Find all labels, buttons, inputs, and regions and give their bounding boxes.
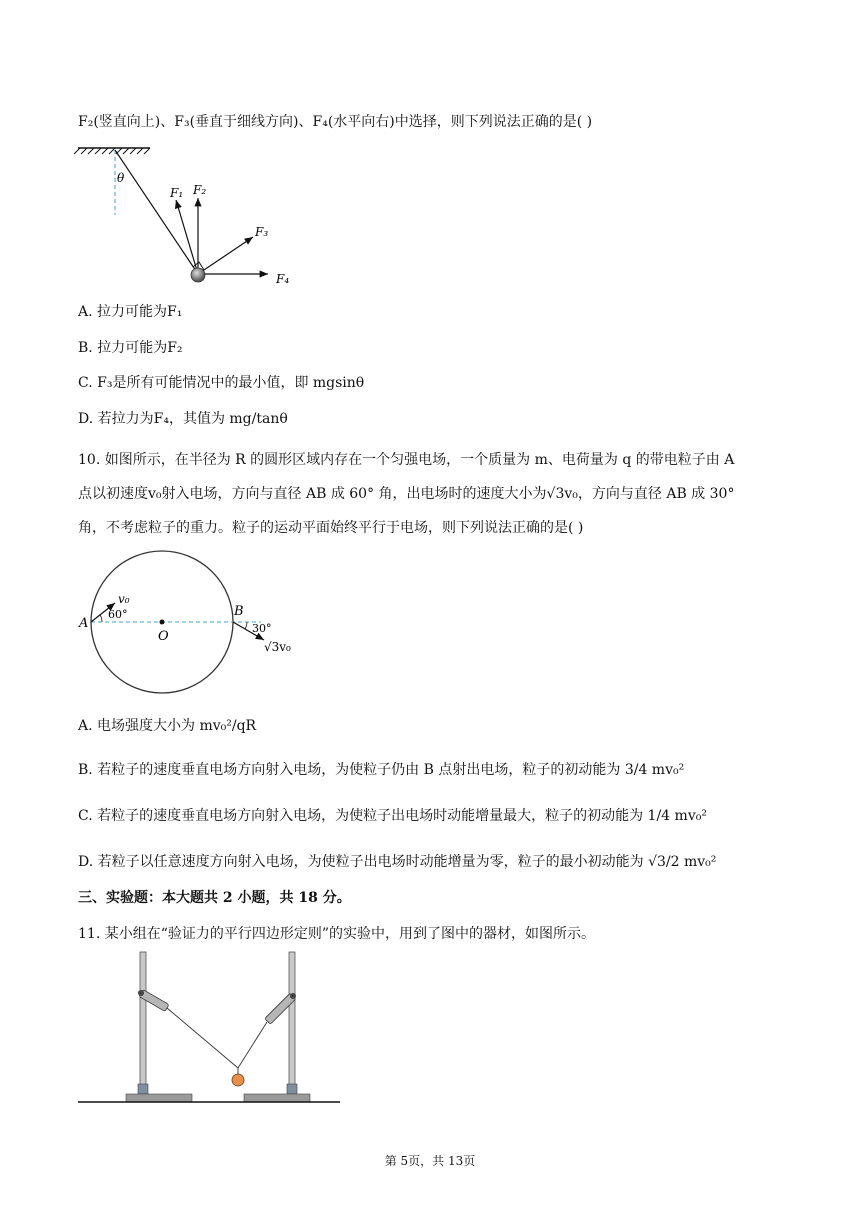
f3-label: F₃ (255, 225, 269, 239)
q11-apparatus-figure (78, 948, 348, 1108)
q9-option-b: B. 拉力可能为F₂ (78, 340, 183, 356)
q9-intro: F₂(竖直向上)、F₃(垂直于细线方向)、F₄(水平向右)中选择，则下列说法正确的是( ) (78, 114, 593, 130)
point-a-label: A (79, 616, 89, 631)
f1-label: F₁ (170, 186, 184, 200)
q10-option-c: C. 若粒子的速度垂直电场方向射入电场，为使粒子出电场时动能增量最大，粒子的初动能为 1/4 mv₀² (78, 808, 707, 824)
v0-label: v₀ (118, 592, 130, 606)
q10-stem-line-3: 角，不考虑粒子的重力。粒子的运动平面始终平行于电场，则下列说法正确的是( ) (78, 520, 584, 536)
section-3-heading: 三、实验题：本大题共 2 小题，共 18 分。 (78, 890, 351, 906)
theta-label: θ (117, 171, 125, 185)
q9-option-d: D. 若拉力为F₄，其值为 mg/tanθ (78, 411, 288, 427)
point-b-label: B (234, 604, 244, 619)
q10-option-b: B. 若粒子的速度垂直电场方向射入电场，为使粒子仍由 B 点射出电场，粒子的初动能为 3/4 mv₀² (78, 762, 685, 778)
center-o-label: O (158, 629, 169, 644)
q9-option-c: C. F₃是所有可能情况中的最小值，即 mgsinθ (78, 375, 365, 391)
angle-30-label: 30° (252, 622, 272, 635)
q9-option-a: A. 拉力可能为F₁ (78, 304, 183, 320)
q10-stem-line-2: 点以初速度v₀射入电场，方向与直径 AB 成 60° 角，出电场时的速度大小为√3v₀，方向与直径 AB 成 30° (78, 486, 735, 502)
q9-pendulum-figure (70, 140, 310, 290)
q11-stem: 11. 某小组在“验证力的平行四边形定则”的实验中，用到了图中的器材，如图所示。 (78, 926, 596, 942)
q10-option-a: A. 电场强度大小为 mv₀²/qR (78, 718, 257, 734)
q10-option-d: D. 若粒子以任意速度方向射入电场，为使粒子出电场时动能增量为零，粒子的最小初动能为 √3/2 mv₀² (78, 854, 717, 870)
f2-label: F₂ (193, 183, 207, 197)
vout-label: √3v₀ (264, 640, 291, 654)
f4-label: F₄ (276, 272, 290, 286)
page-footer: 第 5页，共 13页 (384, 1154, 476, 1168)
angle-60-label: 60° (108, 608, 128, 621)
q10-stem-line-1: 10. 如图所示，在半径为 R 的圆形区域内存在一个匀强电场，一个质量为 m、电荷量为 q 的带电粒子由 A (78, 452, 735, 468)
q10-circle-figure (76, 548, 316, 698)
